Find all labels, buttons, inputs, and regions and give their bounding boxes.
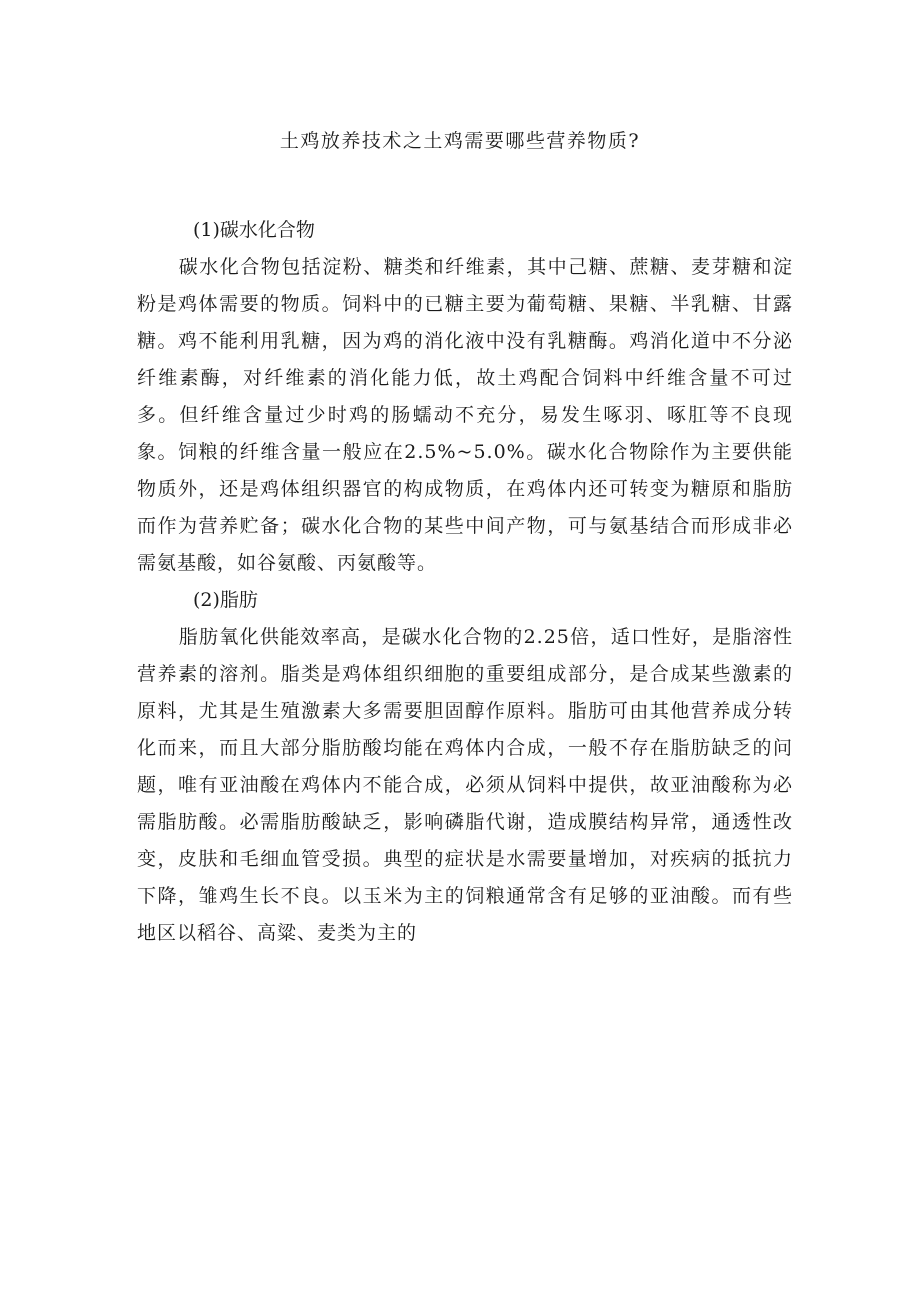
section-heading-carbohydrates: (1)碳水化合物	[193, 219, 315, 241]
document-title: 土鸡放养技术之土鸡需要哪些营养物质?	[279, 130, 641, 152]
section-paragraph-carbohydrates: 碳水化合物包括淀粉、糖类和纤维素，其中己糖、蔗糖、麦芽糖和淀粉是鸡体需要的物质。饲料中的已糖主要为葡萄糖、果糖、半乳糖、甘露糖。鸡不能利用乳糖，因为鸡的消化液中没有乳糖酶。鸡消化道中不分泌纤维素酶，对纤维素的消化能力低，故土鸡配合饲料中纤维含量不可过多。但纤维含量过少时鸡的肠蠕动不充分，易发生啄羽、啄肛等不良现象。饲粮的纤维含量一般应在2.5%~5.0%。碳水化合物除作为主要供能物质外，还是鸡体组织器官的构成物质，在鸡体内还可转变为糖原和脂肪而作为营养贮备；碳水化合物的某些中间产物，可与氨基结合而形成非必需氨基酸，如谷氨酸、丙氨酸等。	[137, 256, 793, 574]
document-body	[137, 212, 793, 952]
section-heading-fat: (2)脂肪	[193, 589, 258, 611]
section-paragraph-fat: 脂肪氧化供能效率高，是碳水化合物的2.25倍，适口性好，是脂溶性营养素的溶剂。脂类是鸡体组织细胞的重要组成部分，是合成某些激素的原料，尤其是生殖激素大多需要胆固醇作原料。脂肪可由其他营养成分转化而来，而且大部分脂肪酸均能在鸡体内合成，一般不存在脂肪缺乏的问题，唯有亚油酸在鸡体内不能合成，必须从饲料中提供，故亚油酸称为必需脂肪酸。必需脂肪酸缺乏，影响磷脂代谢，造成膜结构异常，通透性改变，皮肤和毛细血管受损。典型的症状是水需要量增加，对疾病的抵抗力下降，雏鸡生长不良。以玉米为主的饲粮通常含有足够的亚油酸。而有些地区以稻谷、高粱、麦类为主的	[137, 626, 793, 944]
